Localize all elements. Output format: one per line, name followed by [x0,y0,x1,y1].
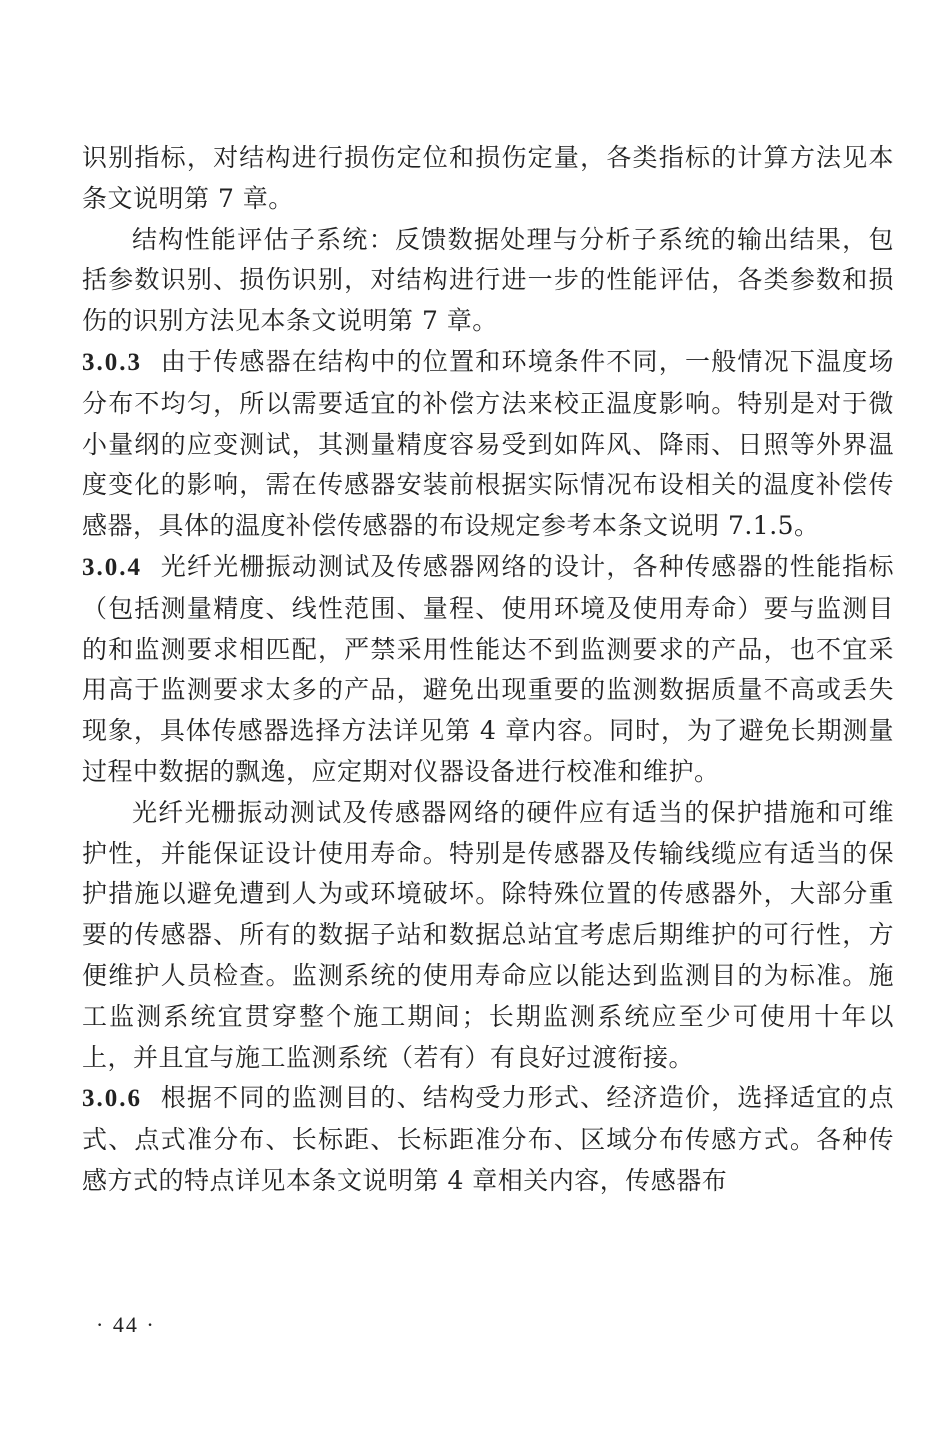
paragraph-1-text: 识别指标，对结构进行损伤定位和损伤定量，各类指标的计算方法见本条文说明第 7 章。 [82,143,894,213]
paragraph-1 [82,138,894,220]
clause-3-0-4-text: 光纤光栅振动测试及传感器网络的设计，各种传感器的性能指标（包括测量精度、线性范围、量程、使用环境及使用寿命）要与监测目的和监测要求相匹配，严禁采用性能达不到监测要求的产品，也不宜采用高于监测要求太多的产品，避免出现重要的监测数据质量不高或丢失现象，具体传感器选择方法详见第 4 章内容。同时，为了避免长期测量过程中数据的飘逸，应定期对仪器设备进行校准和维护。 [82,551,894,786]
clause-3-0-6-text: 根据不同的监测目的、结构受力形式、经济造价，选择适宜的点式、点式准分布、长标距、长标距准分布、区域分布传感方式。各种传感方式的特点详见本条文说明第 4 章相关内容，传感器布 [82,1083,894,1195]
paragraph-2 [82,220,894,342]
paragraph-5 [82,793,894,1079]
page-number: · 44 · [96,1312,156,1337]
clause-number: 3.0.3 [82,348,142,376]
clause-3-0-4 [82,547,894,793]
clause-3-0-3-text: 由于传感器在结构中的位置和环境条件不同，一般情况下温度场分布不均匀，所以需要适宜的补偿方法来校正温度影响。特别是对于微小量纲的应变测试，其测量精度容易受到如阵风、降雨、日照等外界温度变化的影响，需在传感器安装前根据实际情况布设相关的温度补偿传感器，具体的温度补偿传感器的布设规定参考本条文说明 7.1.5。 [82,346,894,541]
document-body [82,138,894,1202]
clause-3-0-6 [82,1078,894,1201]
clause-number: 3.0.6 [82,1085,142,1113]
paragraph-2-text: 结构性能评估子系统：反馈数据处理与分析子系统的输出结果，包括参数识别、损伤识别，对结构进行进一步的性能评估，各类参数和损伤的识别方法见本条文说明第 7 章。 [82,224,894,336]
paragraph-5-text: 光纤光栅振动测试及传感器网络的硬件应有适当的保护措施和可维护性，并能保证设计使用寿命。特别是传感器及传输线缆应有适当的保护措施以避免遭到人为或环境破坏。除特殊位置的传感器外，大部分重要的传感器、所有的数据子站和数据总站宜考虑后期维护的可行性，方便维护人员检查。监测系统的使用寿命应以能达到监测目的为标准。施工监测系统宜贯穿整个施工期间；长期监测系统应至少可使用十年以上，并且宜与施工监测系统（若有）有良好过渡衔接。 [82,797,894,1072]
clause-3-0-3 [82,342,894,547]
clause-number: 3.0.4 [82,553,142,581]
